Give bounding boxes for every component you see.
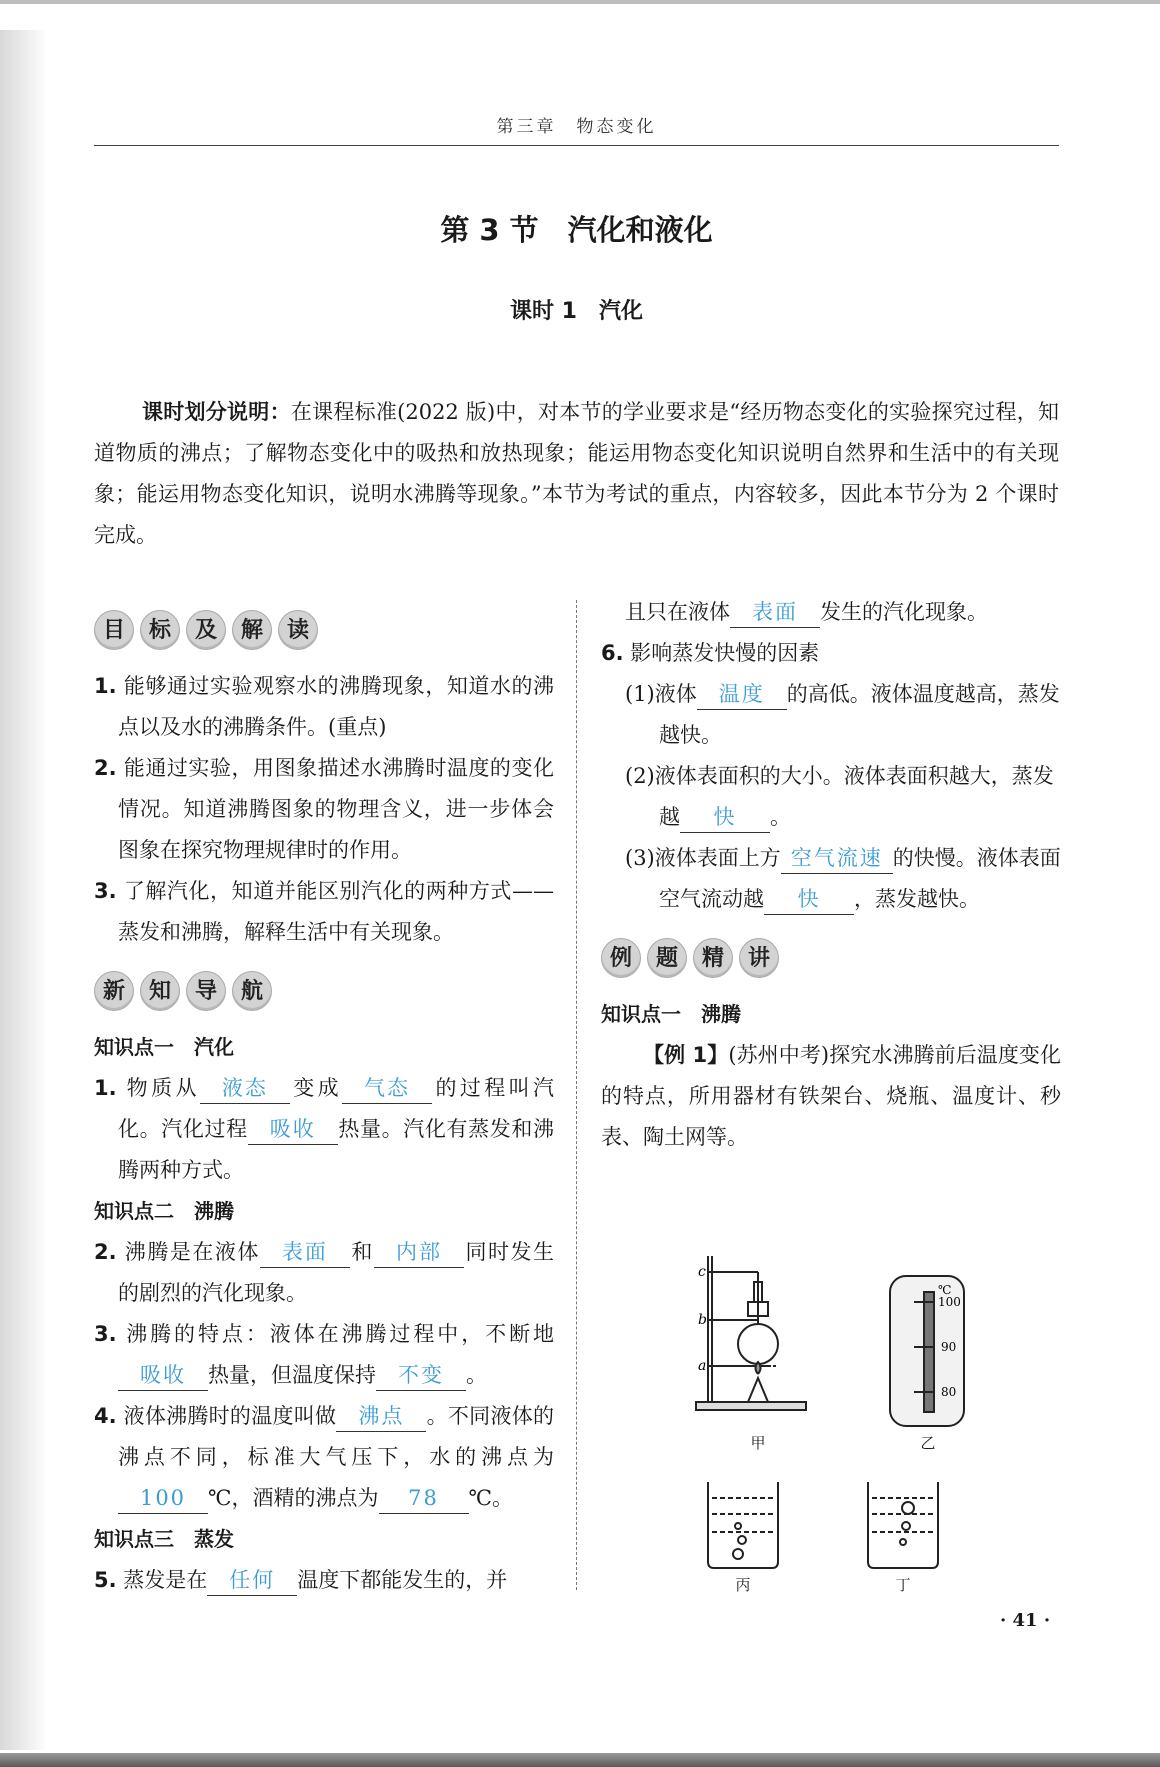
lesson-title: 课时 1 汽化 — [510, 299, 643, 324]
question-4: 4. 液体沸腾时的温度叫做 沸点 。不同液体的沸点不同，标准大气压下，水的沸点为100 ℃，酒精的沸点为 78 ℃。 — [94, 1396, 554, 1519]
goal-item: 3. 了解汽化，知道并能区别汽化的两种方式——蒸发和沸腾，解释生活中有关现象。 — [94, 879, 554, 944]
answer-blank: 快 — [680, 802, 770, 833]
answer-blank: 不变 — [376, 1360, 466, 1391]
apparatus-stand — [696, 1256, 806, 1410]
knowledge-point-3: 知识点三 蒸发 — [94, 1527, 234, 1551]
question-6-part-3: (3)液体表面上方 空气流速 的快慢。液体表面空气流动越 快 ，蒸发越快。 — [601, 838, 1061, 920]
label-ding: 丁 — [895, 1576, 911, 1594]
answer-blank: 空气流速 — [781, 843, 893, 874]
answer-blank: 温度 — [697, 679, 787, 710]
stand-mark-a: a — [698, 1358, 707, 1374]
goal-item: 1. 能够通过实验观察水的沸腾现象，知道水的沸点以及水的沸腾条件。(重点) — [94, 674, 554, 739]
heading-char: 标 — [140, 610, 180, 650]
question-5: 5. 蒸发是在 任何 温度下都能发生的，并 — [94, 1560, 554, 1601]
example-knowledge-point: 知识点一 沸腾 — [601, 1002, 741, 1026]
question-2: 2. 沸腾是在液体 表面 和 内部 同时发生的剧烈的汽化现象。 — [94, 1232, 554, 1314]
answer-blank: 表面 — [260, 1237, 350, 1268]
answer-blank: 表面 — [730, 597, 820, 628]
stand-mark-b: b — [698, 1312, 707, 1328]
intro-label: 课时划分说明： — [142, 400, 291, 424]
left-column — [94, 600, 554, 1601]
thermo-80: 80 — [941, 1385, 957, 1399]
heading-char: 精 — [693, 938, 733, 978]
stand-mark-c: c — [698, 1264, 706, 1280]
page-spine-shadow — [0, 30, 48, 1750]
answer-blank: 沸点 — [336, 1401, 426, 1432]
thermo-90: 90 — [941, 1340, 957, 1354]
top-edge — [0, 0, 1160, 4]
intro-text: 在课程标准(2022 版)中，对本节的学业要求是“经历物态变化的实验探究过程，知道物质的沸点；了解物态变化中的吸热和放热现象；能运用物态变化知识说明自然界和生活中的有关现象；能运用物态变化知识，说明水沸腾等现象。”本节为考试的重点，内容较多，因此本节分为 2 个课时完成。 — [94, 400, 1059, 547]
heading-char: 及 — [186, 610, 226, 650]
answer-blank: 任何 — [207, 1565, 297, 1596]
question-1: 1. 物质从 液态 变成 气态 的过程叫汽化。汽化过程 吸收 热量。汽化有蒸发和沸腾两种方式。 — [94, 1068, 554, 1191]
header-rule — [94, 145, 1059, 146]
right-column — [601, 592, 1061, 1158]
goal-item: 2. 能通过实验，用图象描述水沸腾时温度的变化情况。知道沸腾图象的物理含义，进一步体会图象在探究物理规律时的作用。 — [94, 756, 554, 862]
answer-blank: 78 — [379, 1483, 469, 1514]
answer-blank: 快 — [764, 884, 854, 915]
heading-char: 导 — [186, 971, 226, 1011]
examples-heading — [601, 932, 1061, 984]
question-6: 6. 影响蒸发快慢的因素 — [601, 641, 820, 665]
example-1: 【例 1】(苏州中考)探究水沸腾前后温度变化的特点，所用器材有铁架台、烧瓶、温度计、秒表、陶土网等。 — [601, 1043, 1061, 1149]
nav-heading — [94, 965, 554, 1017]
question-6-part-1: (1)液体 温度 的高低。液体温度越高，蒸发越快。 — [601, 674, 1061, 756]
beaker-bing — [708, 1482, 778, 1568]
heading-char: 解 — [232, 610, 272, 650]
heading-char: 航 — [232, 971, 272, 1011]
heading-char: 新 — [94, 971, 134, 1011]
bottom-edge — [0, 1753, 1160, 1767]
figure-drawing — [608, 1242, 968, 1602]
answer-blank: 100 — [118, 1483, 208, 1514]
label-bing: 丙 — [735, 1576, 751, 1594]
question-3: 3. 沸腾的特点：液体在沸腾过程中，不断地吸收 热量，但温度保持 不变 。 — [94, 1314, 554, 1396]
heading-char: 题 — [647, 938, 687, 978]
intro-paragraph — [94, 392, 1059, 556]
label-yi: 乙 — [920, 1434, 936, 1452]
column-divider — [576, 600, 577, 1590]
answer-blank: 吸收 — [248, 1114, 338, 1145]
thermo-100: 100 — [938, 1295, 961, 1309]
experiment-figure — [608, 1242, 968, 1602]
goals-heading — [94, 604, 554, 656]
knowledge-point-2: 知识点二 沸腾 — [94, 1199, 234, 1223]
question-6-part-2: (2)液体表面积的大小。液体表面积越大，蒸发越 快 。 — [601, 756, 1061, 838]
beaker-ding — [868, 1482, 938, 1568]
heading-char: 知 — [140, 971, 180, 1011]
heading-char: 讲 — [739, 938, 779, 978]
answer-blank: 液态 — [200, 1073, 290, 1104]
thermo-unit: ℃ — [938, 1283, 952, 1297]
label-jia: 甲 — [750, 1434, 766, 1452]
heading-char: 读 — [278, 610, 318, 650]
section-title: 第 3 节 汽化和液化 — [440, 213, 713, 247]
heading-char: 例 — [601, 938, 641, 978]
running-head: 第三章 物态变化 — [496, 117, 657, 137]
answer-blank: 气态 — [342, 1073, 432, 1104]
knowledge-point-1: 知识点一 汽化 — [94, 1035, 234, 1059]
question-5-continued: 且只在液体 表面 发生的汽化现象。 — [601, 592, 1061, 633]
heading-char: 目 — [94, 610, 134, 650]
answer-blank: 内部 — [374, 1237, 464, 1268]
page-number: · 41 · — [1000, 1610, 1051, 1631]
answer-blank: 吸收 — [118, 1360, 208, 1391]
